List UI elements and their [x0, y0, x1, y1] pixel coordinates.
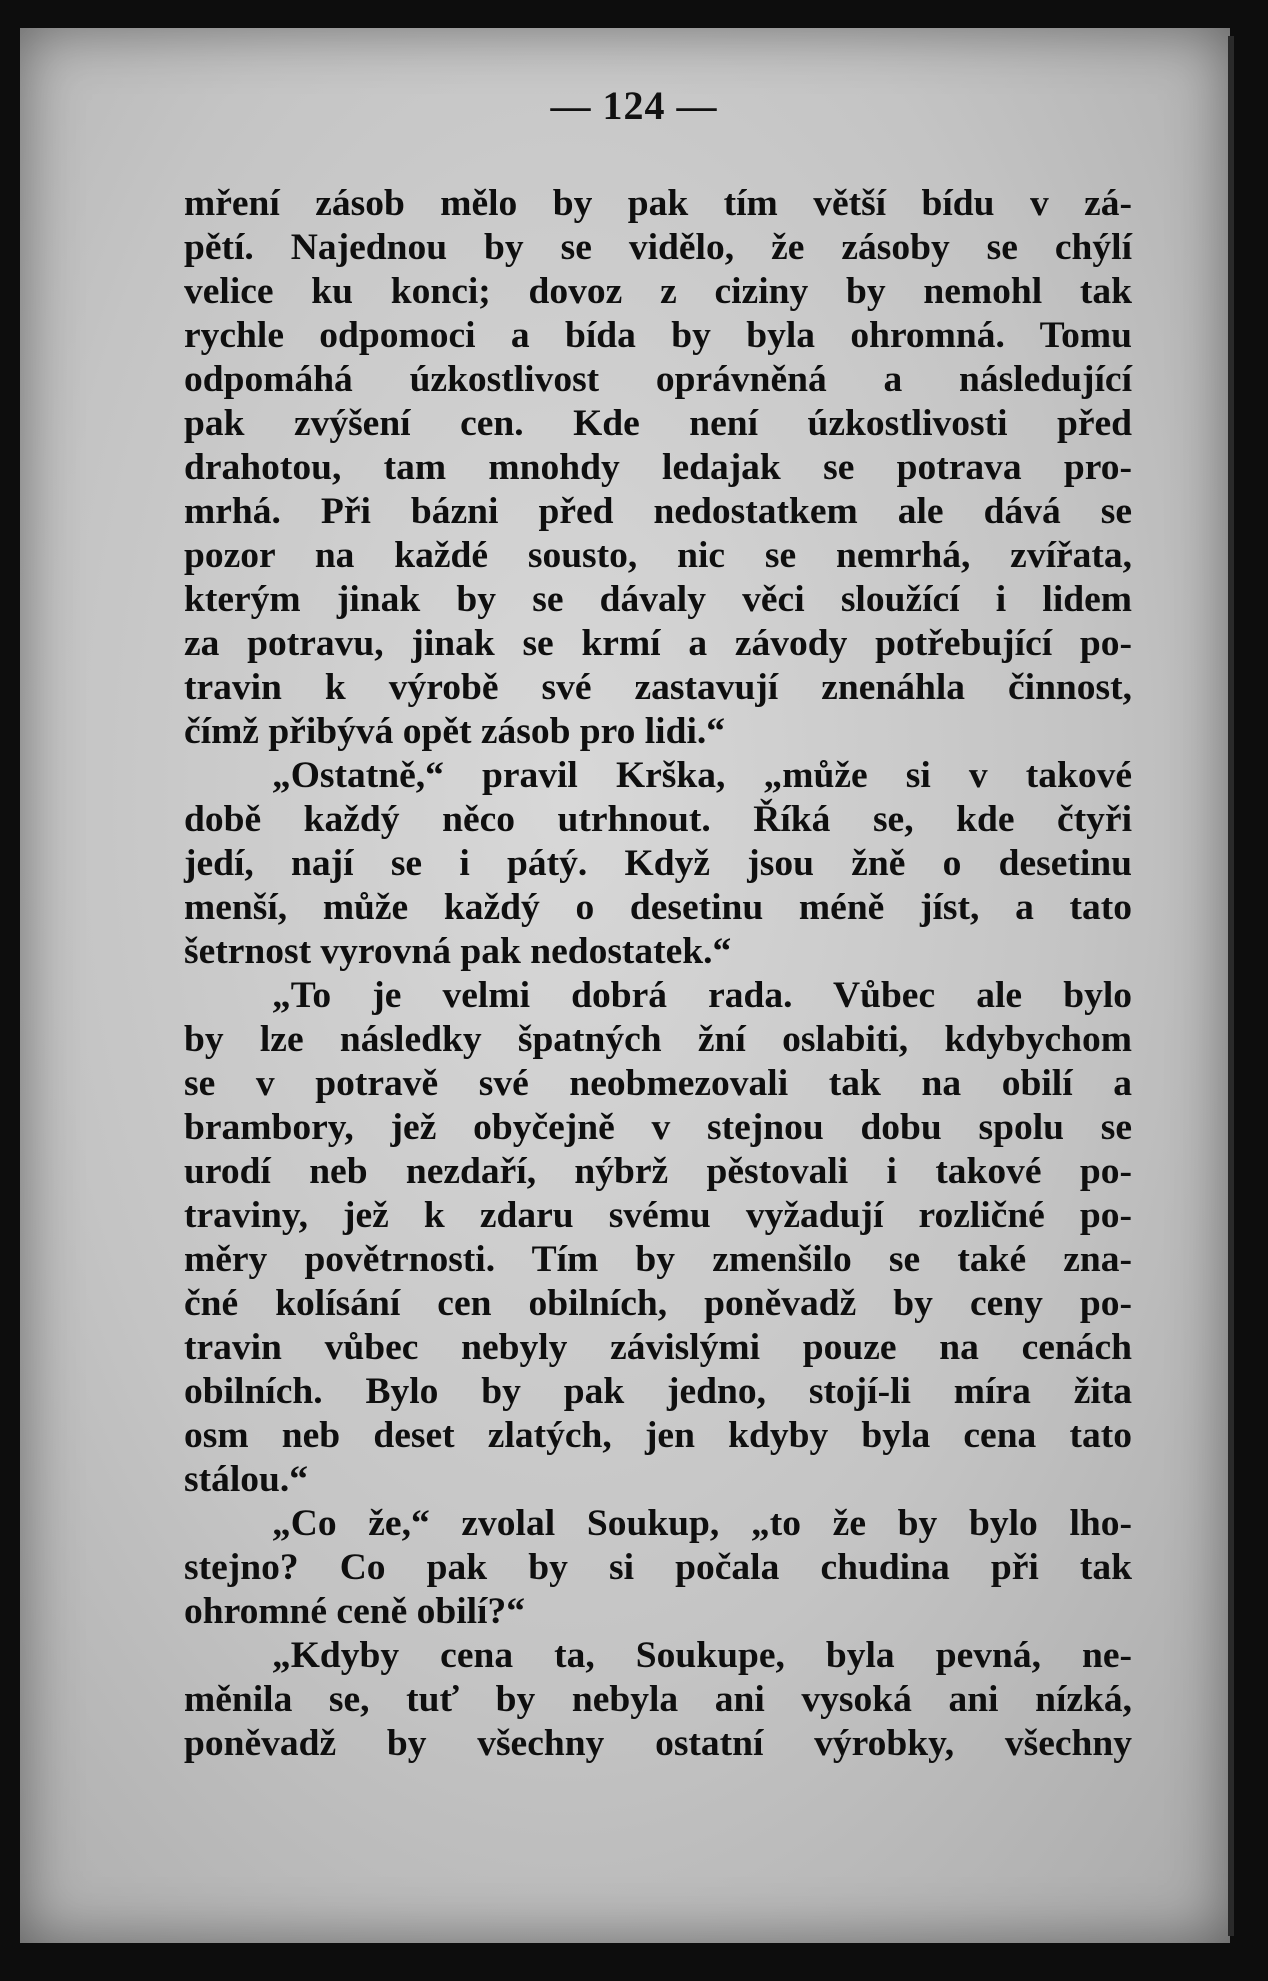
text-line: rychle odpomoci a bída by byla ohromná. Tomu — [184, 315, 1132, 356]
text-line: osm neb deset zlatých, jen kdyby byla cena tato — [184, 1415, 1132, 1456]
text-line: měry povětrnosti. Tím by zmenšilo se také zna- — [184, 1239, 1132, 1280]
text-line: šetrnost vyrovná pak nedostatek.“ — [184, 931, 732, 972]
text-line: travin vůbec nebyly závislými pouze na cenách — [184, 1327, 1132, 1368]
text-line: době každý něco utrhnout. Říká se, kde čtyři — [184, 799, 1132, 840]
text-line: travin k výrobě své zastavují znenáhla činnost, — [184, 667, 1132, 708]
text-line: ohromné ceně obilí?“ — [184, 1591, 525, 1632]
text-line: odpomáhá úzkostlivost oprávněná a následující — [184, 359, 1132, 400]
text-line: „Ostatně,“ pravil Krška, „může si v takové — [272, 755, 1132, 796]
text-line: čné kolísání cen obilních, poněvadž by ceny po- — [184, 1283, 1132, 1324]
text-line: mření zásob mělo by pak tím větší bídu v zá- — [184, 183, 1132, 224]
text-line: velice ku konci; dovoz z ciziny by nemohl tak — [184, 271, 1132, 312]
text-line: drahotou, tam mnohdy ledajak se potrava pro- — [184, 447, 1132, 488]
text-line: měnila se, tuť by nebyla ani vysoká ani nízká, — [184, 1679, 1132, 1720]
text-line: stejno? Co pak by si počala chudina při tak — [184, 1547, 1132, 1588]
text-line: pak zvýšení cen. Kde není úzkostlivosti před — [184, 403, 1132, 444]
page-number: — 124 — — [550, 83, 718, 128]
text-line: čímž přibývá opět zásob pro lidi.“ — [184, 711, 725, 752]
text-line: poněvadž by všechny ostatní výrobky, všechny — [184, 1723, 1132, 1764]
page-edge — [1228, 36, 1234, 1936]
text-line: pozor na každé sousto, nic se nemrhá, zvířata, — [184, 535, 1132, 576]
text-line: urodí neb nezdaří, nýbrž pěstovali i takové po- — [184, 1151, 1132, 1192]
text-line: „To je velmi dobrá rada. Vůbec ale bylo — [272, 975, 1132, 1016]
body-text — [184, 182, 1132, 1766]
text-line: kterým jinak by se dávaly věci sloužící i lidem — [184, 579, 1132, 620]
text-line: „Kdyby cena ta, Soukupe, byla pevná, ne- — [272, 1635, 1132, 1676]
text-line: za potravu, jinak se krmí a závody potřebující po- — [184, 623, 1132, 664]
text-line: brambory, jež obyčejně v stejnou dobu spolu se — [184, 1107, 1132, 1148]
text-line: menší, může každý o desetinu méně jíst, a tato — [184, 887, 1132, 928]
text-line: pětí. Najednou by se vidělo, že zásoby se chýlí — [184, 227, 1132, 268]
text-line: se v potravě své neobmezovali tak na obilí a — [184, 1063, 1132, 1104]
text-line: by lze následky špatných žní oslabiti, kdybychom — [184, 1019, 1132, 1060]
text-line: obilních. Bylo by pak jedno, stojí-li míra žita — [184, 1371, 1132, 1412]
text-line: mrhá. Při bázni před nedostatkem ale dává se — [184, 491, 1132, 532]
text-line: stálou.“ — [184, 1459, 308, 1500]
text-line: jedí, nají se i pátý. Když jsou žně o desetinu — [184, 843, 1132, 884]
text-line: „Co že,“ zvolal Soukup, „to že by bylo lho- — [272, 1503, 1132, 1544]
text-line: traviny, jež k zdaru svému vyžadují rozličné po- — [184, 1195, 1132, 1236]
